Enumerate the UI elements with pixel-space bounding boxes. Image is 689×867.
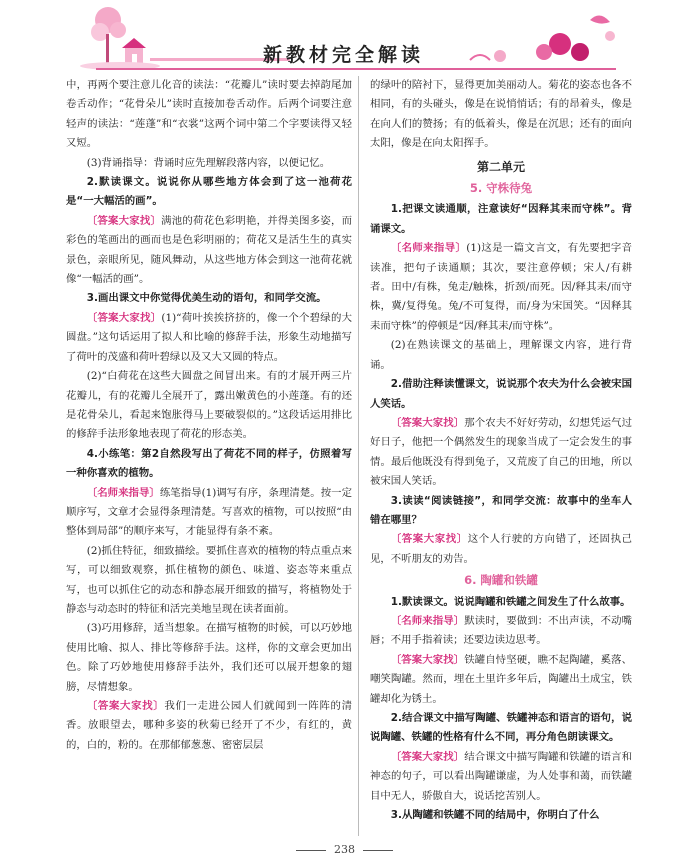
answer-tag: 〔名师来指导〕 bbox=[86, 486, 160, 499]
answer-text: (1)“荷叶挨挨挤挤的，像一个个碧绿的大圆盘。”这句话运用了拟人和比喻的修辞手法，形象生动地描写了荷叶的茂盛和荷叶碧绿以及又大又圆的特点。 bbox=[66, 311, 353, 363]
answer-tag: 〔名师来指导〕 bbox=[390, 614, 465, 627]
answer-text: (1)这是一篇文言文，有先要把字音读准，把句子读通顺；其次，要注意停顿；宋人/有耕者。田中/有株，兔走/触株，折颈/而死。因/释其耒/而守株，冀/复得兔。兔/不可复得，而/身为宋国笑。“因释其耒而守株”的停顿是“因/释其耒/而守株”。 bbox=[370, 242, 633, 332]
paragraph: (2)抓住特征，细致描绘。要抓住喜欢的植物的特点重点来写，可以细致观察，抓住植物的颜色、味道、姿态等来重点写，也可以抓住它的动态和静态展开细致的描写，将植物处于静态与动态时的特征和活完美地呈现在读者面前。 bbox=[66, 544, 352, 615]
answer-tag: 〔答案大家找〕 bbox=[86, 214, 162, 227]
paragraph: 中，再两个要注意儿化音的读法：“花瓣儿”读时要去掉韵尾加卷舌动作；“花骨朵儿”读时直接加卷舌动作。后两个词要注意轻声的读法：“莲蓬”和“衣裳”这两个词中第二个字要读得又轻又短。 bbox=[66, 79, 352, 150]
answer bbox=[66, 484, 352, 542]
lesson-heading: 5. 守株待兔 bbox=[469, 181, 533, 196]
question: 2.结合课文中描写陶罐、铁罐神态和语言的语句，说说陶罐、铁罐的性格有什么不同，再分角色朗读课文。 bbox=[370, 712, 632, 744]
answer bbox=[370, 530, 632, 569]
page-header bbox=[0, 0, 689, 74]
answer-tag: 〔答案大家找〕 bbox=[390, 750, 465, 763]
header-title: 新教材完全解读 bbox=[263, 44, 425, 66]
answer-tag: 〔答案大家找〕 bbox=[390, 653, 465, 666]
question: 1.把课文读通顺，注意读好“因释其耒而守株”。背诵课文。 bbox=[370, 203, 632, 235]
paragraph: (3)背诵指导：背诵时应先理解段落内容，以便记忆。 bbox=[86, 156, 331, 169]
answer-text: 结合课文中描写陶罐和铁罐的语言和神态的句子，可以看出陶罐谦虚，为人处事和蔼，而铁罐目中无人，骄傲自大，说话挖苦别人。 bbox=[370, 750, 633, 802]
answer bbox=[370, 239, 632, 336]
answer bbox=[66, 309, 352, 367]
answer-text: 这个人行驶的方向错了，还固执己见，不听朋友的劝告。 bbox=[370, 533, 632, 565]
column-divider bbox=[358, 76, 359, 836]
question: 4.小练笔：第2自然段写出了荷花不同的样子，仿照着写一种你喜欢的植物。 bbox=[66, 447, 352, 480]
answer bbox=[66, 212, 352, 290]
answer-text: 铁罐自恃坚硬，瞧不起陶罐，奚落、嘲笑陶罐。然而，埋在土里许多年后，陶罐出土成宝，铁罐却化为锈土。 bbox=[370, 653, 633, 705]
lesson-heading: 6. 陶罐和铁罐 bbox=[464, 573, 538, 588]
unit-heading: 第二单元 bbox=[476, 159, 525, 174]
paragraph: (3)巧用修辞，适当想象。在描写植物的时候，可以巧妙地使用比喻、拟人、排比等修辞手法。这样，你的文章会更加出色。除了巧妙地使用修辞手法外，我们还可以展开想象的翅膀，尽情想象。 bbox=[66, 622, 352, 693]
answer-tag: 〔答案大家找〕 bbox=[86, 700, 165, 712]
flowers-illustration bbox=[440, 0, 640, 74]
right-column bbox=[370, 76, 632, 825]
question: 3.画出课文中你觉得优美生动的语句，和同学交流。 bbox=[86, 292, 327, 305]
question: 2.默读课文。说说你从哪些地方体会到了这一池荷花是“一大幅活的画”。 bbox=[66, 176, 352, 208]
paragraph: (2)在熟读课文的基础上，理解课文内容，进行背诵。 bbox=[370, 339, 632, 371]
paragraph: 的绿叶的陪衬下，显得更加美丽动人。菊花的姿态也各不相同，有的头碰头，像是在说悄悄话；有的昂着头，像是在向人们的赞扬；有的低着头，像是在沉思；还有的面向太阳，像是在向太阳挥手。 bbox=[370, 79, 632, 150]
footer-dash bbox=[363, 850, 393, 851]
answer-text: 那个农夫不好好劳动，幻想凭运气过好日子，他把一个偶然发生的现象当成了一定会发生的事情。最后他既没有得到兔子，又荒废了自己的田地，所以被宋国人笑话。 bbox=[370, 416, 633, 488]
answer-tag: 〔答案大家找〕 bbox=[390, 416, 465, 429]
question: 3.从陶罐和铁罐不同的结局中，你明白了什么 bbox=[390, 809, 600, 822]
paragraph: (2)“白荷花在这些大圆盘之间冒出来。有的才展开两三片花瓣儿，有的花瓣儿全展开了，露出嫩黄色的小莲蓬。有的还是花骨朵儿，看起来饱胀得马上要破裂似的。”这段话运用排比的修辞手法形象地表现了荷花的形态美。 bbox=[66, 370, 352, 441]
question: 1.默读课文。说说陶罐和铁罐之间发生了什么故事。 bbox=[390, 595, 631, 608]
answer-text: 练笔指导(1)调写有序，条理清楚。按一定顺序写，文章才会显得条理清楚。写喜欢的植物，可以按照“由整体到局部”的顺序来写，才能显得有条不紊。 bbox=[66, 486, 353, 538]
question: 2.借助注释读懂课文，说说那个农夫为什么会被宋国人笑话。 bbox=[370, 378, 632, 410]
answer-text: 默读时，要做到：不出声读，不动嘴唇；不用手指着读；还要边读边思考。 bbox=[370, 614, 633, 647]
page-footer bbox=[0, 843, 689, 856]
answer-tag: 〔答案大家找〕 bbox=[86, 311, 162, 324]
answer-text: 我们一走进公园人们就闻到一阵阵的清香。放眼望去，哪种多姿的秋菊已经开了不少，有红的，黄的，白的，粉的。在那郁郁葱葱、密密层层 bbox=[66, 700, 353, 751]
answer bbox=[370, 612, 632, 651]
left-column bbox=[66, 76, 352, 755]
answer bbox=[370, 748, 632, 806]
question: 3.读读“阅读链接”，和同学交流：故事中的坐车人错在哪里？ bbox=[370, 494, 632, 526]
header-rule bbox=[96, 68, 616, 70]
answer bbox=[370, 651, 632, 709]
answer bbox=[370, 414, 632, 492]
answer-text: 满池的荷花色彩明艳，并得美图多姿，而彩色的笔画出的画而也是色彩明丽的；荷花又是活生生的真实景色，亲眼所见，随风舞动，从这些地方体会到这一池荷花就像“一幅活的画”。 bbox=[66, 214, 353, 286]
page-number: 238 bbox=[334, 843, 355, 856]
answer-tag: 〔名师来指导〕 bbox=[390, 242, 467, 255]
answer-tag: 〔答案大家找〕 bbox=[390, 533, 468, 546]
footer-dash bbox=[296, 850, 326, 851]
answer bbox=[66, 697, 352, 755]
